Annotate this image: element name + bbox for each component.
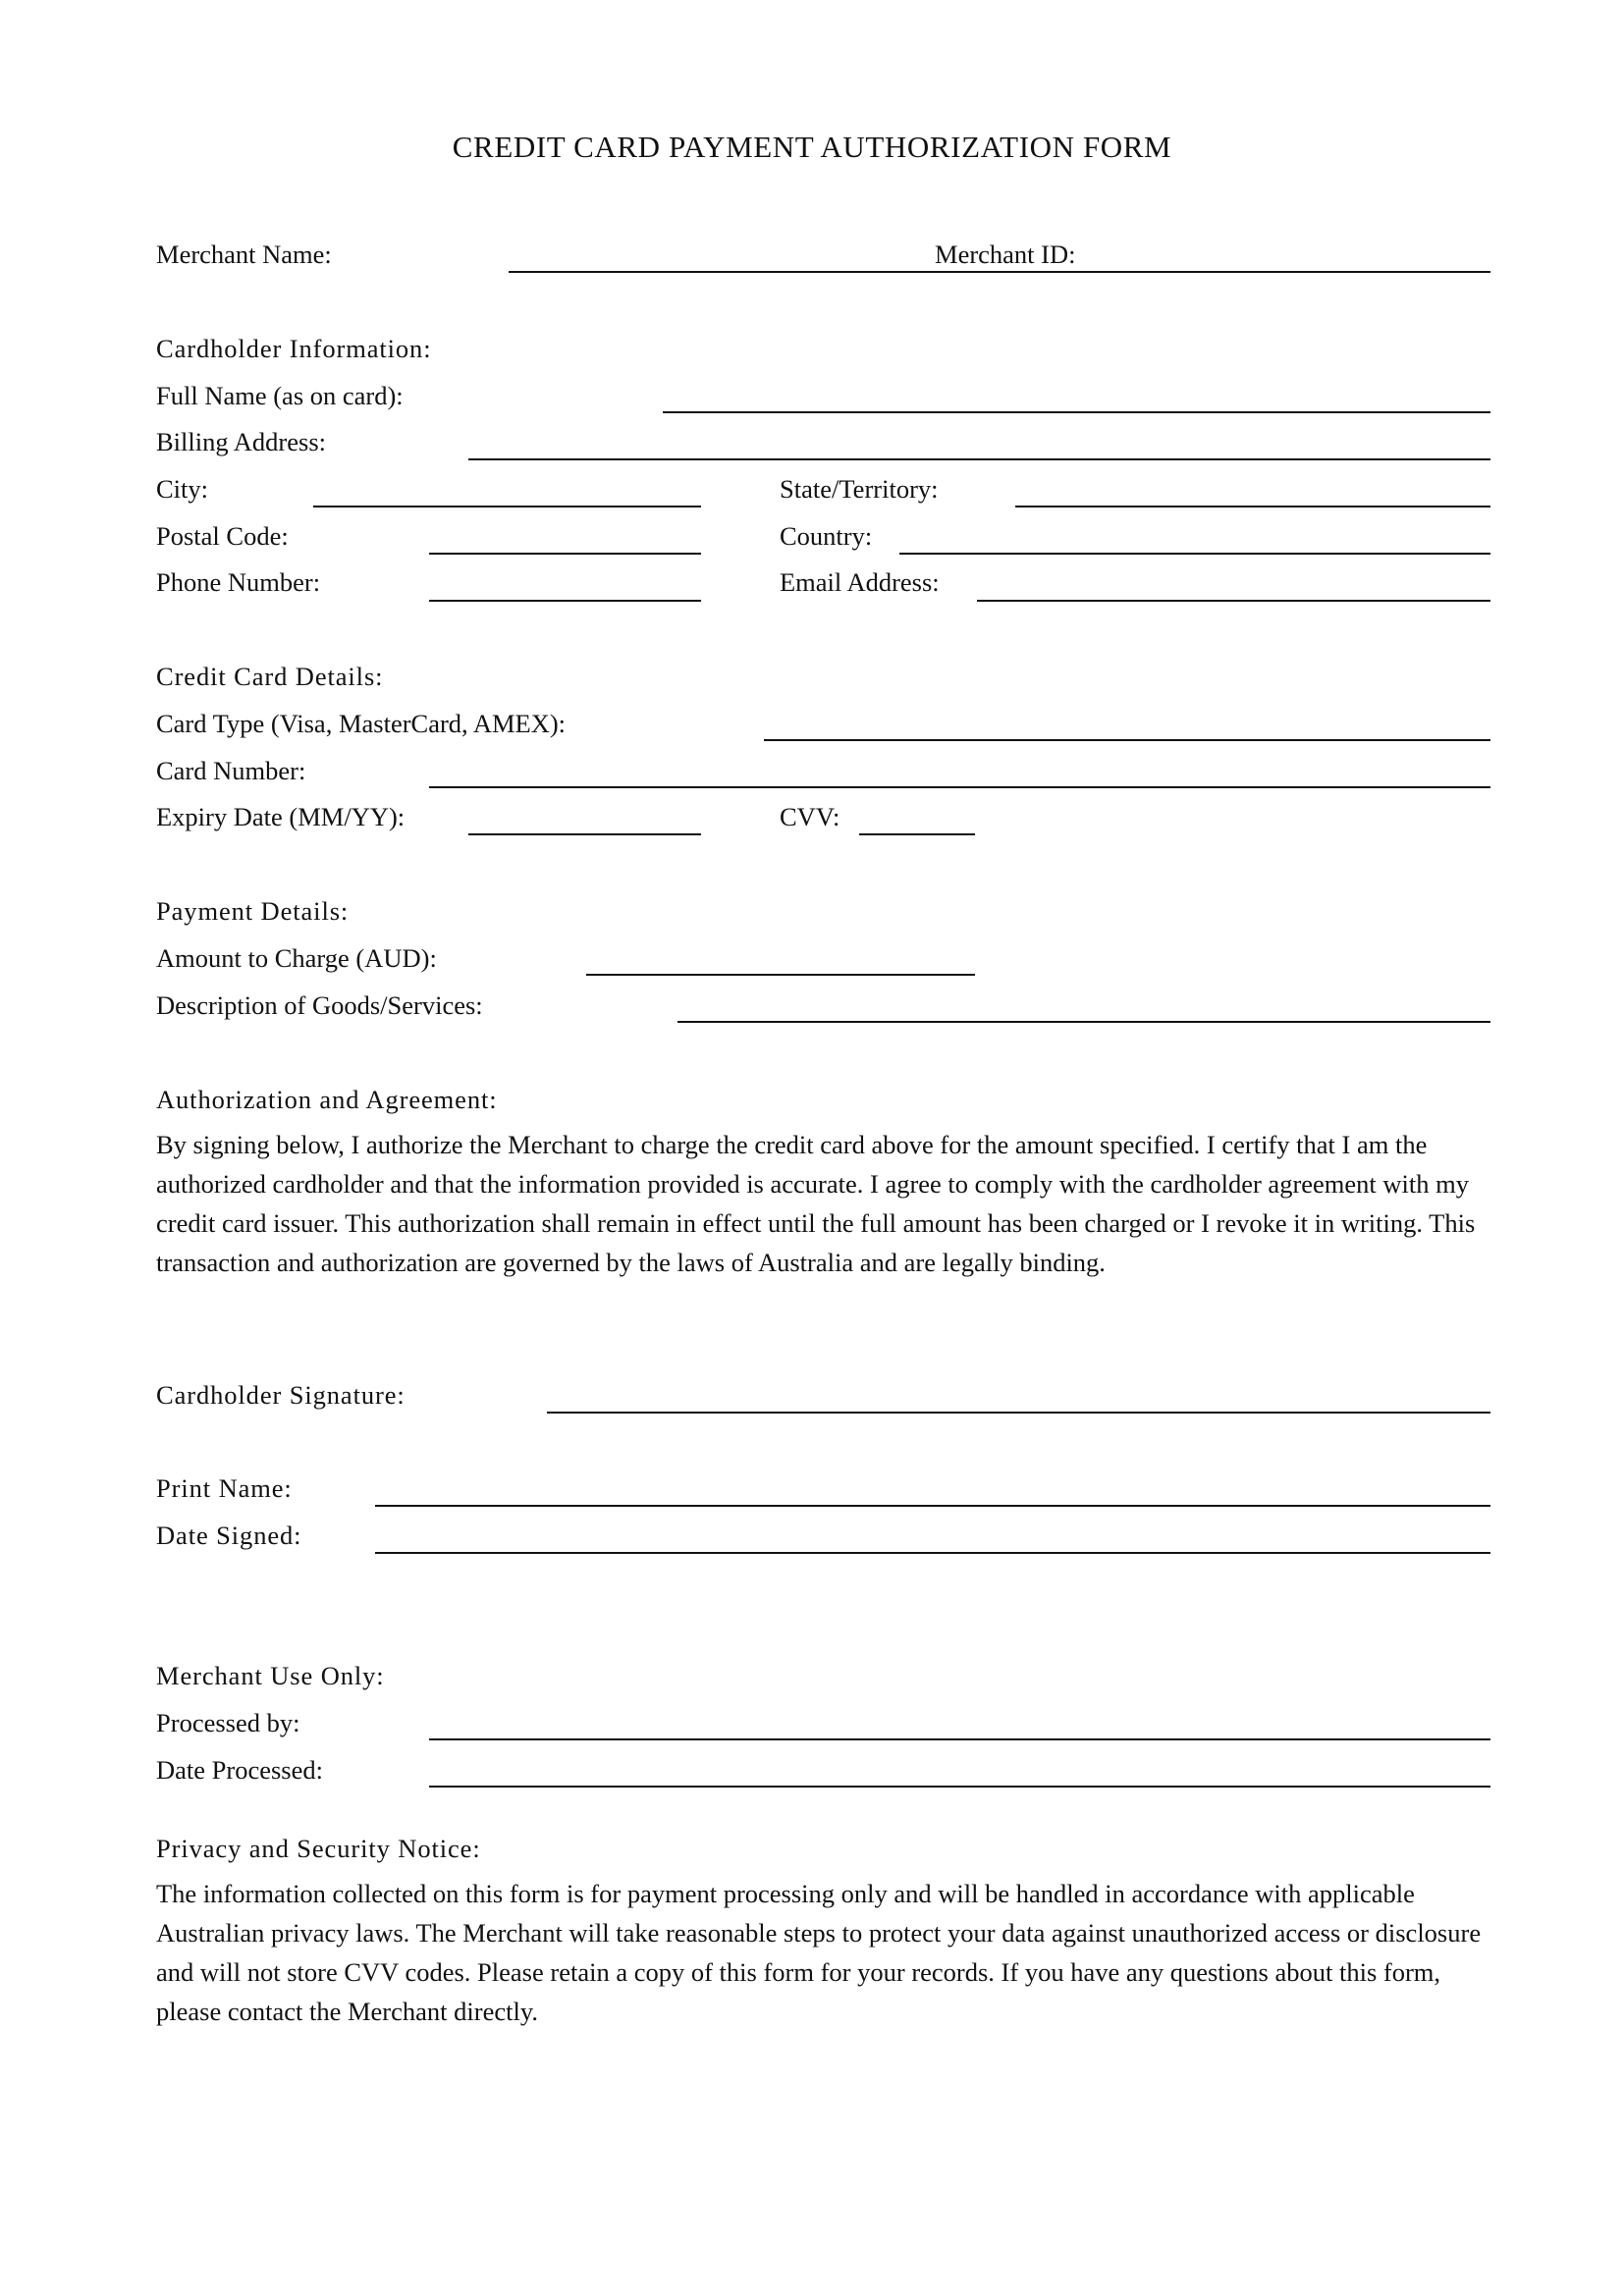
- amount-label: Amount to Charge (AUD):: [156, 943, 437, 973]
- cvv-label: CVV:: [780, 802, 840, 831]
- email-label: Email Address:: [780, 567, 940, 597]
- privacy-heading: Privacy and Security Notice:: [156, 1834, 481, 1863]
- signature-label: Cardholder Signature:: [156, 1380, 406, 1410]
- postal-code-label: Postal Code:: [156, 521, 289, 551]
- card-type-label: Card Type (Visa, MasterCard, AMEX):: [156, 709, 567, 738]
- authorization-heading: Authorization and Agreement:: [156, 1085, 498, 1114]
- authorization-text: By signing below, I authorize the Merchant to charge the credit card above for the amount specified. I certify that I am the authorized cardholder and that the information provided is accurate. I agree to comply with the cardholder agreement with my credit card issuer. This authorization shall remain in effect until the full amount has been charged or I revoke it in writing. This transaction and authorization are governed by the laws of Australia and are legally binding.: [156, 1130, 1476, 1277]
- processed-by-field[interactable]: [429, 1738, 1490, 1740]
- print-name-field[interactable]: [375, 1505, 1490, 1507]
- city-field[interactable]: [313, 506, 701, 507]
- description-field[interactable]: [677, 1021, 1490, 1023]
- merchant-name-field[interactable]: [509, 271, 1490, 273]
- merchant-id-label: Merchant ID:: [935, 240, 1076, 269]
- card-type-field[interactable]: [764, 739, 1490, 741]
- processed-by-label: Processed by:: [156, 1708, 300, 1737]
- expiry-label: Expiry Date (MM/YY):: [156, 802, 406, 831]
- phone-label: Phone Number:: [156, 567, 321, 597]
- date-signed-label: Date Signed:: [156, 1521, 302, 1550]
- amount-field[interactable]: [586, 974, 975, 976]
- postal-code-field[interactable]: [429, 553, 701, 555]
- billing-address-label: Billing Address:: [156, 427, 327, 456]
- phone-field[interactable]: [429, 600, 701, 602]
- state-field[interactable]: [1015, 506, 1490, 507]
- cvv-field[interactable]: [859, 833, 975, 835]
- merchant-name-label: Merchant Name:: [156, 240, 332, 269]
- date-processed-field[interactable]: [429, 1786, 1490, 1788]
- full-name-label: Full Name (as on card):: [156, 381, 404, 410]
- date-signed-field[interactable]: [375, 1552, 1490, 1554]
- date-processed-label: Date Processed:: [156, 1755, 323, 1785]
- cardholder-heading: Cardholder Information:: [156, 334, 432, 363]
- state-label: State/Territory:: [780, 474, 939, 504]
- merchant-use-heading: Merchant Use Only:: [156, 1661, 385, 1690]
- card-number-label: Card Number:: [156, 756, 306, 785]
- country-label: Country:: [780, 521, 873, 551]
- print-name-label: Print Name:: [156, 1473, 293, 1503]
- signature-field[interactable]: [547, 1412, 1490, 1414]
- description-label: Description of Goods/Services:: [156, 990, 483, 1020]
- full-name-field[interactable]: [663, 411, 1490, 413]
- form-title: CREDIT CARD PAYMENT AUTHORIZATION FORM: [452, 130, 1172, 164]
- expiry-field[interactable]: [468, 833, 701, 835]
- privacy-text: The information collected on this form is for payment processing only and will be handled in accordance with applicable Australian privacy laws. The Merchant will take reasonable steps to protect your data against unauthorized access or disclosure and will not store CVV codes. Please retain a copy of this form for your records. If you have any questions about this form, please contact the Merchant directly.: [156, 1879, 1482, 2026]
- card-heading: Credit Card Details:: [156, 662, 384, 691]
- billing-address-field[interactable]: [468, 458, 1490, 460]
- country-field[interactable]: [899, 553, 1490, 555]
- payment-heading: Payment Details:: [156, 896, 350, 926]
- email-field[interactable]: [977, 600, 1490, 602]
- city-label: City:: [156, 474, 209, 504]
- card-number-field[interactable]: [429, 786, 1490, 788]
